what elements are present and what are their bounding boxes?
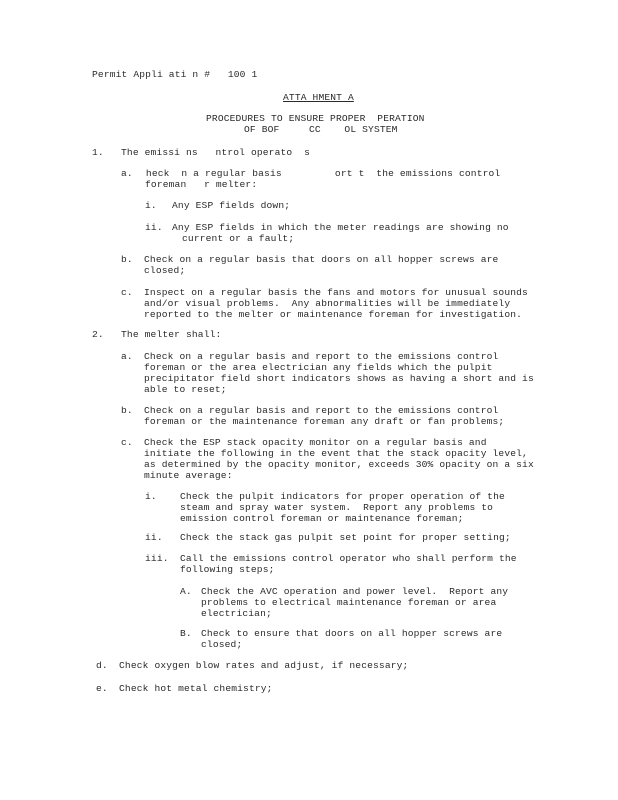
- section1-c-line2: and/or visual problems. Any abnormalities will be immediately: [144, 298, 511, 309]
- section2-c-line2: initiate the following in the event that the stack opacity level,: [144, 448, 528, 459]
- section2-b-line2: foreman or the maintenance foreman any draft or fan problems;: [144, 416, 505, 427]
- section2-d-line1: Check oxygen blow rates and adjust, if necessary;: [119, 660, 409, 671]
- section2-c-iii-A-line1: Check the AVC operation and power level. Report any: [201, 586, 509, 597]
- section2-c-iii-line1: Call the emissions control operator who shall perform the: [180, 553, 517, 564]
- section2-c-iii-B-line1: Check to ensure that doors on all hopper screws are: [201, 628, 503, 639]
- section2-e-line1: Check hot metal chemistry;: [119, 683, 273, 694]
- section1-a-ii-label: ii.: [145, 222, 163, 233]
- section2-heading: The melter shall:: [121, 329, 222, 340]
- section2-e-label: e.: [96, 683, 108, 694]
- section1-c-line3: reported to the melter or maintenance foreman for investigation.: [144, 309, 523, 320]
- section2-b-line1: Check on a regular basis and report to the emissions control: [144, 405, 499, 416]
- procedures-title-line2: OF BOF CC OL SYSTEM: [244, 124, 398, 135]
- section2-c-ii-line1: Check the stack gas pulpit set point for proper setting;: [180, 532, 511, 543]
- permit-application-number: Permit Appli ati n # 100 1: [92, 69, 258, 80]
- section2-c-iii-B-label: B.: [180, 628, 192, 639]
- section1-a-label: a.: [121, 168, 133, 179]
- section2-a-line1: Check on a regular basis and report to the emissions control: [144, 351, 499, 362]
- section2-c-iii-A-line2: problems to electrical maintenance foreman or area: [201, 597, 497, 608]
- section2-c-i-line1: Check the pulpit indicators for proper operation of the: [180, 491, 505, 502]
- section2-c-iii-A-line3: electrician;: [201, 608, 272, 619]
- section1-b-label: b.: [121, 254, 133, 265]
- procedures-title-line1: PROCEDURES TO ENSURE PROPER PERATION: [206, 113, 425, 124]
- section2-c-line4: minute average:: [144, 470, 233, 481]
- section2-number: 2.: [92, 329, 104, 340]
- attachment-title: ATTA HMENT A: [283, 92, 354, 103]
- section2-b-label: b.: [121, 405, 133, 416]
- section1-b-line2: closed;: [144, 265, 186, 276]
- section1-a-i-line1: Any ESP fields down;: [172, 200, 291, 211]
- section1-c-label: c.: [121, 287, 133, 298]
- section1-heading: The emissi ns ntrol operato s: [121, 147, 311, 158]
- section2-c-iii-A-label: A.: [180, 586, 192, 597]
- section1-b-line1: Check on a regular basis that doors on all hopper screws are: [144, 254, 499, 265]
- section1-a-i-label: i.: [145, 200, 157, 211]
- section2-c-iii-B-line2: closed;: [201, 639, 243, 650]
- section2-c-i-label: i.: [145, 491, 157, 502]
- section1-number: 1.: [92, 147, 104, 158]
- section2-c-line3: as determined by the opacity monitor, exceeds 30% opacity on a six: [144, 459, 534, 470]
- section2-c-iii-line2: following steps;: [180, 564, 275, 575]
- section2-a-line4: able to reset;: [144, 384, 227, 395]
- section2-c-line1: Check the ESP stack opacity monitor on a regular basis and: [144, 437, 487, 448]
- section2-c-label: c.: [121, 437, 133, 448]
- section1-a-line2: foreman r melter:: [145, 179, 258, 190]
- section2-c-ii-label: ii.: [145, 532, 163, 543]
- section2-c-i-line2: steam and spray water system. Report any problems to: [180, 502, 494, 513]
- section2-c-iii-label: iii.: [145, 553, 169, 564]
- section2-a-label: a.: [121, 351, 133, 362]
- section1-a-ii-line2: current or a fault;: [182, 233, 295, 244]
- section2-c-i-line3: emission control foreman or maintenance foreman;: [180, 513, 464, 524]
- section1-a-line1: heck n a regular basis ort t the emissions control: [140, 168, 501, 179]
- section2-d-label: d.: [96, 660, 108, 671]
- section1-a-ii-line1: Any ESP fields in which the meter readings are showing no: [172, 222, 509, 233]
- section2-a-line3: precipitator field short indicators shows as having a short and is: [144, 373, 534, 384]
- section2-a-line2: foreman or the area electrician any fields which the pulpit: [144, 362, 493, 373]
- section1-c-line1: Inspect on a regular basis the fans and motors for unusual sounds: [144, 287, 528, 298]
